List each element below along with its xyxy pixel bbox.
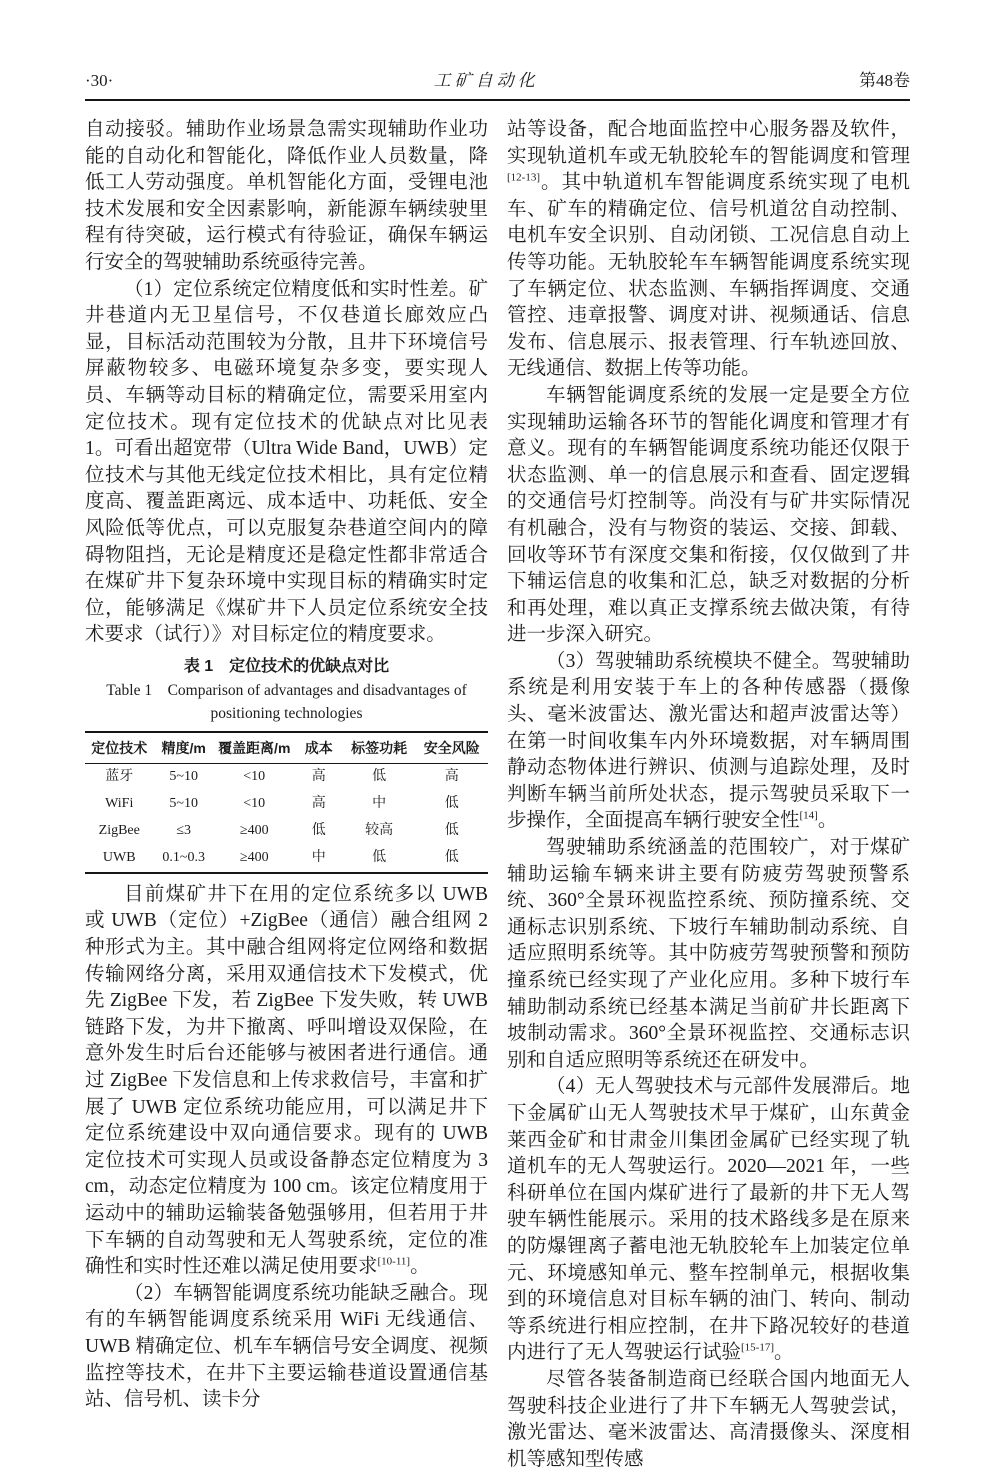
table-cell: 中: [311, 850, 326, 866]
paragraph: （1）定位系统定位精度低和实时性差。矿井巷道内无卫星信号，不仅巷道长廊效应凸显，目标活动范围较为分散，且井下环境信号屏蔽物较多、电磁环境复杂多变，要实现人员、车辆等动目标的精确定位，需要采用室内定位技术。现有定位技术的优缺点对比见表 1。可看出超宽带（Ultra Wide Band，UWB）定位技术与其他无线定位技术相比，具有定位精度高、覆盖距离远、成本适中、功耗低、安全风险低等优点，可以克服复杂巷道空间内的障碍物阻挡，无论是精度还是稳定性都非常适合在煤矿井下复杂环境中实现目标的精确实时定位，能够满足《煤矿井下人员定位系统安全技术要求（试行）》对目标定位的精度要求。: [85, 278, 488, 646]
table-header-cell: 安全风险: [415, 732, 488, 764]
citation-superscript: [12-13]: [507, 171, 540, 184]
table-caption-en-line2: positioning technologies: [210, 704, 363, 722]
table-cell: ≥400: [239, 823, 269, 839]
paragraph: 站等设备，配合地面监控中心服务器及软件，实现轨道机车或无轨胶轮车的智能调度和管理[12-13]。其中轨道机车智能调度系统实现了电机车、矿车的精确定位、信号机道岔自动控制、电机车安全识别、自动闭锁、工况信息自动上传等功能。无轨胶轮车车辆智能调度系统实现了车辆定位、状态监测、车辆指挥调度、交通管控、违章报警、调度对讲、视频通话、信息发布、信息展示、报表管理、行车轨迹回放、无线通信、数据上传等功能。: [507, 119, 910, 380]
citation-superscript: [14]: [799, 809, 818, 822]
table-header-cell: 定位技术: [85, 732, 154, 764]
table-header-cell: 标签功耗: [343, 732, 416, 764]
paragraph: 车辆智能调度系统的发展一定是要全方位实现辅助运输各环节的智能化调度和管理才有意义。现有的车辆智能调度系统功能还仅限于状态监测、单一的信息展示和查看、固定逻辑的交通信号灯控制等。尚没有与矿井实际情况有机融合，没有与物资的装运、交接、卸载、回收等环节有深度交集和衔接，仅仅做到了井下辅运信息的收集和汇总，缺乏对数据的分析和再处理，难以真正支撑系统去做决策，有待进一步深入研究。: [507, 384, 910, 646]
table-cell: 低: [444, 796, 459, 812]
table-header-row: [85, 732, 488, 764]
table-cell: <10: [243, 769, 266, 785]
table-cell: 低: [311, 823, 326, 839]
table-cell: WiFi: [105, 796, 134, 812]
table-row: [85, 818, 488, 845]
table-cell: 5~10: [169, 769, 198, 785]
table-caption-zh: 表 1 定位技术的优缺点对比: [183, 657, 390, 675]
citation-superscript: [15-17]: [741, 1341, 775, 1354]
paragraph: （4）无人驾驶技术与元部件发展滞后。地下金属矿山无人驾驶技术早于煤矿，山东黄金莱西金矿和甘肃金川集团金属矿已经实现了轨道机车的无人驾驶运行。2020—2021 年，一些科研单位在国内煤矿进行了最新的井下无人驾驶车辆性能展示。采用的技术路线多是在原来的防爆锂离子蓄电池无轨胶轮车上加装定位单元、环境感知单元、整车控制单元，根据收集到的环境信息对目标车辆的油门、转向、制动等系统进行相应控制，在井下路况较好的巷道内进行了无人驾驶运行试验[15-17]。: [507, 1076, 910, 1364]
header-rule: [85, 99, 910, 101]
table-1-block: [85, 655, 488, 874]
table-cell: 蓝牙: [105, 769, 134, 785]
table-cell: 较高: [365, 823, 394, 839]
paragraph: 尽管各装备制造商已经联合国内地面无人驾驶科技企业进行了井下车辆无人驾驶尝试，激光雷达、毫米波雷达、高清摄像头、深度相机等感知型传感: [507, 1368, 910, 1470]
table-cell: 高: [311, 769, 326, 785]
page-number: ·30·: [85, 71, 114, 90]
right-column: [507, 117, 910, 1473]
table-cell: 低: [372, 769, 387, 785]
table-cell: 低: [372, 850, 387, 866]
volume-label: 第48卷: [858, 71, 910, 90]
table-cell: 5~10: [169, 796, 198, 812]
table-header-cell: 精度/m: [154, 732, 214, 764]
table-cell: 中: [372, 796, 387, 812]
table-row: [85, 791, 488, 818]
paragraph: （3）驾驶辅助系统模块不健全。驾驶辅助系统是利用安装于车上的各种传感器（摄像头、毫米波雷达、激光雷达和超声波雷达等）在第一时间收集车内外环境数据，对车辆周围静动态物体进行辨识、侦测与追踪处理，及时判断车辆当前所处状态，提示驾驶员采取下一步操作，全面提高车辆行驶安全性[14]。: [507, 650, 910, 832]
paragraph: （2）车辆智能调度系统功能缺乏融合。现有的车辆智能调度系统采用 WiFi 无线通信、UWB 精确定位、机车车辆信号安全调度、视频监控等技术，在井下主要运输巷道设置通信基站、信号机、读卡分: [85, 1282, 488, 1411]
table-cell: 低: [444, 823, 459, 839]
table-cell: ≤3: [176, 823, 192, 839]
paragraph: 驾驶辅助系统涵盖的范围较广，对于煤矿辅助运输车辆来讲主要有防疲劳驾驶预警系统、360°全景环视监控系统、预防撞系统、交通标志识别系统、下坡行车辅助制动系统、自适应照明系统等。其中防疲劳驾驶预警和预防撞系统已经实现了产业化应用。多种下坡行车辅助制动系统已经基本满足当前矿井长距离下坡制动需求。360°全景环视监控、交通标志识别和自适应照明等系统还在研发中。: [507, 837, 910, 1071]
table-cell: ≥400: [239, 850, 269, 866]
table-caption-en-line1: Table 1 Comparison of advantages and disadvantages of: [106, 681, 467, 699]
table-cell: 高: [444, 769, 459, 785]
table-cell: <10: [243, 796, 266, 812]
table-cell: 高: [311, 796, 326, 812]
table-cell: 0.1~0.3: [162, 850, 205, 866]
left-column: [85, 117, 488, 1473]
table-cell: ZigBee: [98, 823, 140, 839]
table-row: [85, 763, 488, 791]
table-row: [85, 845, 488, 873]
citation-superscript: [10-11]: [377, 1255, 411, 1268]
table-header-cell: 覆盖距离/m: [214, 732, 295, 764]
paragraph: 目前煤矿井下在用的定位系统多以 UWB 或 UWB（定位）+ZigBee（通信）融合组网 2 种形式为主。其中融合组网将定位网络和数据传输网络分离，采用双通信技术下发模式，优先 ZigBee 下发，若 ZigBee 下发失败，转 UWB 链路下发，为井下撤离、呼叫增设双保险，在意外发生时后台还能够与被困者进行通信。通过 ZigBee 下发信息和上传求救信号，丰富和扩展了 UWB 定位系统功能应用，可以满足井下定位系统建设中双向通信要求。现有的 UWB 定位技术可实现人员或设备静态定位精度为 3 cm，动态定位精度为 100 cm。该定位精度用于运动中的辅助运输装备勉强够用，但若用于井下车辆的自动驾驶和无人驾驶系统，定位的准确性和实时性还难以满足使用要求[10-11]。: [85, 883, 488, 1278]
paragraph: 自动接驳。辅助作业场景急需实现辅助作业功能的自动化和智能化，降低作业人员数量，降低工人劳动强度。单机智能化方面，受锂电池技术发展和安全因素影响，新能源车辆续驶里程有待突破，运行模式有待验证，确保车辆运行安全的驾驶辅助系统亟待完善。: [85, 119, 488, 273]
journal-title: 工矿自动化: [433, 71, 539, 90]
table-cell: 低: [444, 850, 459, 866]
table-header-cell: 成本: [295, 732, 343, 764]
table-cell: UWB: [102, 850, 136, 866]
running-head: [85, 70, 910, 92]
positioning-comparison-table: [85, 731, 488, 874]
article-body: [85, 117, 910, 1473]
